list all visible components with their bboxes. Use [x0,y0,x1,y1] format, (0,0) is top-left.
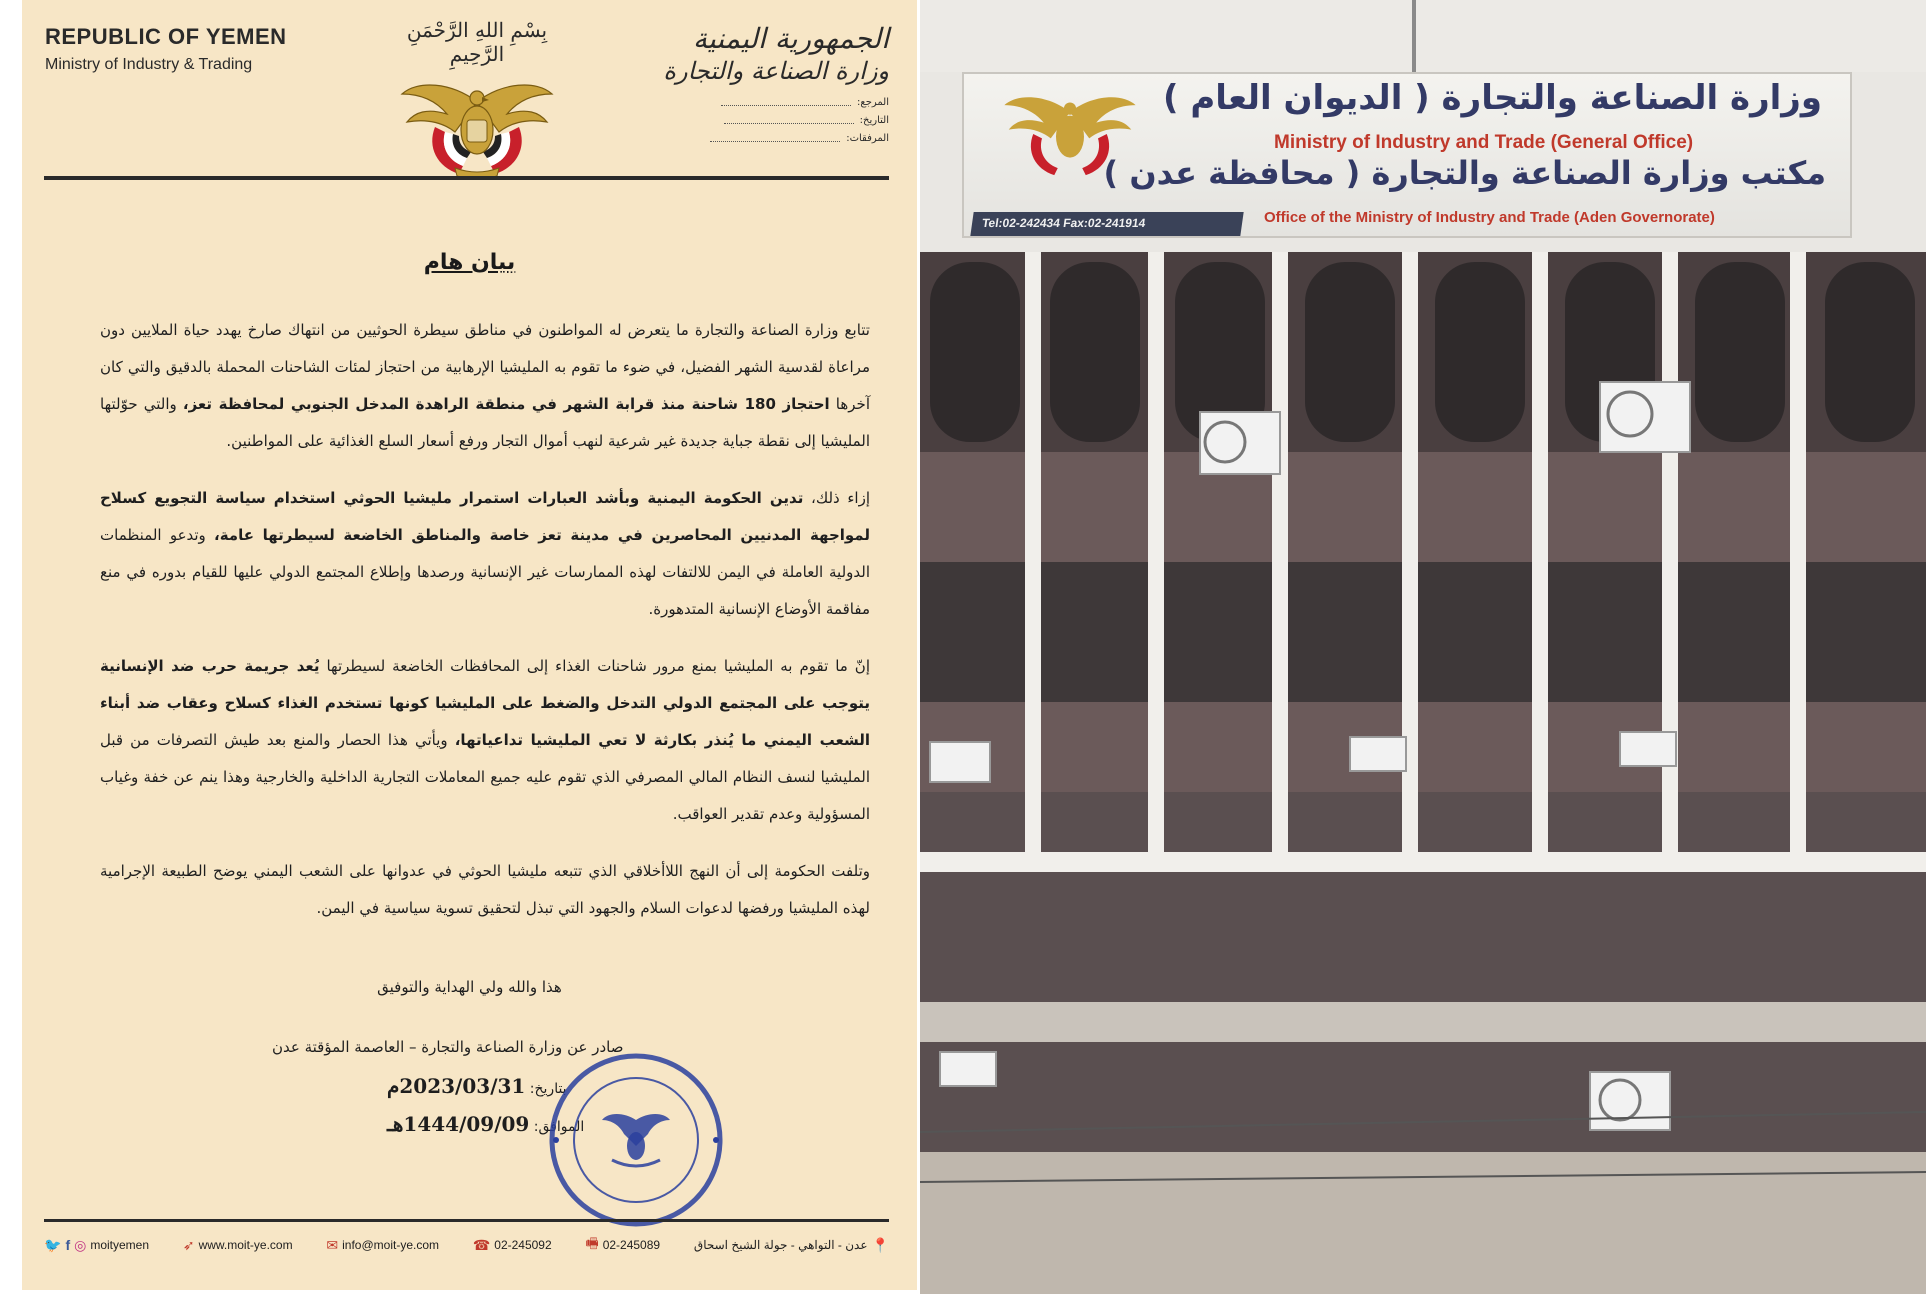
footer-divider [44,1219,889,1222]
letterhead-arabic [663,22,889,147]
instagram-icon: ◎ [74,1236,87,1253]
twitter-icon: 🐦 [44,1236,62,1253]
building-facade [920,252,1926,1294]
hijri-value: 1444/09/09هـ [387,1112,530,1136]
gregorian-date [387,1074,567,1098]
header-divider [44,176,889,180]
letterhead-country: REPUBLIC OF YEMEN [45,24,287,49]
reference-fields [663,93,889,147]
location-pin-icon: 📍 [871,1236,889,1253]
closing-line: هذا والله ولي الهداية والتوفيق [377,978,562,996]
ministry-signboard [962,72,1852,238]
sign-english-line-1: Ministry of Industry and Trade (General Office) [1274,132,1694,153]
envelope-icon: ✉ [326,1236,339,1253]
fax-text: 02-245089 [602,1238,661,1252]
cursor-icon: ➶ [182,1236,195,1253]
paragraph: إزاء ذلك، تدين الحكومة اليمنية وبأشد العبارات استمرار مليشيا الحوثي استخدام سياسة التجويع كسلاح لمواجهة المدنيين المحاصرين في مدينة تعز خاصة والمناطق الخاضعة لسيطرتها عامة، وتدعو المنظمات الدولية العاملة في اليمن للالتفات لهذه الممارسات غير الإنسانية ورصدها وإطلاع المجتمع الدولي عليها للقيام بدوره في منع مفاقمة الأوضاع الإنسانية المتدهورة. [100,489,870,618]
issuer-line: صادر عن وزارة الصناعة والتجارة – العاصمة المؤقتة عدن [272,1038,624,1056]
fax-number [585,1233,660,1257]
facebook-icon: f [65,1237,71,1253]
letterhead-country-arabic: الجمهورية اليمنية [692,22,889,55]
letter-footer [44,1232,889,1258]
date-field [663,111,889,129]
yemen-eagle-emblem-icon [397,72,557,182]
date-value: 2023/03/31م [387,1074,526,1098]
official-letter [22,0,917,1290]
basmala: بِسْمِ اللهِ الرَّحْمَنِ الرَّحِيمِ [406,18,548,66]
attachments-field [663,129,889,147]
reference-label: المرجع: [857,96,889,108]
date-label: بتاريخ: [529,1081,567,1097]
attachments-label: المرفقات: [846,132,889,144]
fax-icon: 🖷 [585,1235,599,1251]
sign-arabic-line-1: وزارة الصناعة والتجارة ( الديوان العام ) [1163,78,1822,118]
sign-contact-bar: Tel:02-242434 Fax:02-241914 [970,212,1243,236]
letterhead-english [45,24,287,74]
website-text: www.moit-ye.com [198,1238,293,1252]
paragraph: وتلفت الحكومة إلى أن النهج اللاأخلاقي الذي تتبعه مليشيا الحوثي في عدوانها على الشعب اليمني يوضح الطبيعة الإجرامية لهذه المليشيا ورفضها لدعوات السلام والجهود التي تبذل لتحقيق تسوية سياسية في اليمن. [100,862,870,917]
address [694,1237,889,1254]
email-link[interactable] [326,1237,439,1254]
phone-icon: ☎ [472,1236,491,1253]
social-handle[interactable] [44,1237,149,1254]
hijri-label: الموافق: [533,1119,585,1135]
statement-body [100,312,870,947]
sign-arabic-line-2: مكتب وزارة الصناعة والتجارة ( محافظة عدن ) [1103,154,1826,192]
address-text: عدن - التواهي - جولة الشيخ اسحاق [693,1238,868,1252]
paragraph: إنّ ما تقوم به المليشيا بمنع مرور شاحنات الغذاء إلى المحافظات الخاضعة لسيطرتها يُعد جريمة حرب ضد الإنسانية يتوجب على المجتمع الدولي التدخل والضغط على المليشيا كونها تستخدم الغذاء كسلاح وعقاب ضد أبناء الشعب اليمني ما يُنذر بكارثة لا تعي المليشيا تداعياتها، ويأتي هذا الحصار والمنع بعد طيش التصرفات من قبل المليشيا لنسف النظام المالي المصرفي الذي تقوم عليه جميع المعاملات التجارية الداخلية والخارجية وهذا ينم عن خفة وغياب المسؤولية وعدم تقدير العواقب. [100,657,870,823]
phone-text: 02-245092 [494,1238,552,1252]
paragraph: تتابع وزارة الصناعة والتجارة ما يتعرض له المواطنون في مناطق سيطرة الحوثيين من انتهاك صارخ يهدد حياة الملايين دون مراعاة لقدسية الشهر الفضيل، في ضوء ما تقوم به المليشيا الإرهابية من احتجاز لمئات الشاحنات المحملة بالدقيق والتي كان آخرها احتجاز 180 شاحنة منذ قرابة الشهر في منطقة الراهدة المدخل الجنوبي لمحافظة تعز، والتي حوّلتها المليشيا إلى نقطة جباية جديدة غير شرعية لنهب أموال التجار ورفع أسعار السلع الغذائية على المواطنين. [100,321,871,450]
letterhead-center [377,18,577,182]
letterhead-ministry-arabic: وزارة الصناعة والتجارة [663,57,889,85]
sign-english-line-2: Office of the Ministry of Industry and Trade (Aden Governorate) [1264,209,1715,226]
phone-number [473,1237,552,1254]
social-text: moityemen [90,1238,150,1252]
date-label: التاريخ: [859,114,889,126]
letterhead-ministry: Ministry of Industry & Trading [45,56,253,73]
email-text: info@moit-ye.com [342,1238,439,1252]
reference-field [663,93,889,111]
website-link[interactable] [183,1237,293,1254]
statement-title: بيان هام [423,250,516,275]
official-stamp-icon [546,1050,726,1230]
building-photo [920,0,1926,1294]
sky-antenna [920,0,1926,72]
